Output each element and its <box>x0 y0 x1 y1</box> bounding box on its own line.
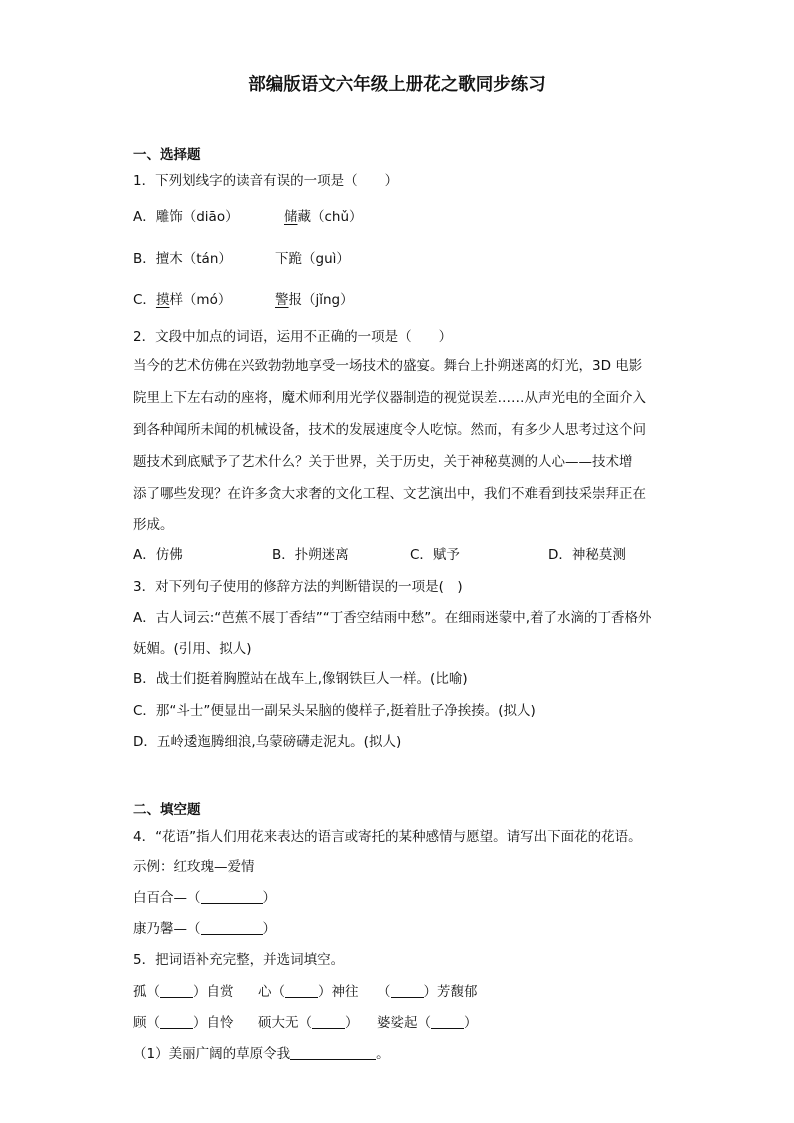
answer-blank[interactable] <box>201 889 263 904</box>
q2-option-c: C．赋予 <box>410 547 460 563</box>
q2-option-a: A．仿佛 <box>133 547 183 563</box>
q5-word-6: 婆娑起（ ） <box>377 1015 478 1031</box>
answer-blank[interactable] <box>431 1014 464 1029</box>
page-title: 部编版语文六年级上册花之歌同步练习 <box>248 75 546 95</box>
q1-option-b-1: B．擅木（tán） <box>133 251 232 267</box>
q1-option-a-1: A．雕饰（diāo） <box>133 209 239 225</box>
q2-passage-line: 院里上下左右动的座将，魔术师利用光学仪器制造的视觉误差……从声光电的全面介入 <box>133 390 646 406</box>
answer-blank[interactable] <box>160 983 193 998</box>
q1-option-c-1: C．摸样（mó） <box>133 292 232 308</box>
q3-option-d: D．五岭逶迤腾细浪,乌蒙磅礴走泥丸。(拟人) <box>133 734 402 750</box>
q3-option-a-cont: 妩媚。(引用、拟人) <box>133 641 252 657</box>
q2-passage-line: 题技术到底赋予了艺术什么？关于世界，关于历史，关于神秘莫测的人心——技术增 <box>133 454 633 470</box>
q4-example: 示例：红玫瑰—爱情 <box>133 859 255 875</box>
question-4-stem: 4．“花语”指人们用花来表达的语言或寄托的某种感情与愿望。请写出下面花的花语。 <box>133 829 642 845</box>
q2-option-b: B．扑朔迷离 <box>272 547 349 563</box>
q3-option-b: B．战士们挺着胸膛站在战车上,像钢铁巨人一样。(比喻) <box>133 671 468 687</box>
q5-word-5: 硕大无（ ） <box>258 1015 359 1031</box>
question-1-stem: 1．下列划线字的读音有误的一项是（ ） <box>133 173 399 189</box>
question-2-stem: 2．文段中加点的词语，运用不正确的一项是（ ） <box>133 329 453 345</box>
section-heading-choice: 一、选择题 <box>133 147 201 163</box>
answer-blank[interactable] <box>290 1045 376 1060</box>
answer-blank[interactable] <box>312 1014 345 1029</box>
q3-option-c: C．那“斗士”便显出一副呆头呆脑的傻样子,挺着肚子净挨揍。(拟人) <box>133 703 536 719</box>
q4-item-lily: 白百合—（ ） <box>133 890 276 906</box>
q5-word-3: （ ）芳馥郁 <box>377 984 478 1000</box>
q2-passage-line: 到各种闻所未闻的机械设备，技术的发展速度令人吃惊。然而，有多少人思考过这个问 <box>133 422 646 438</box>
q5-sentence-1: （1）美丽广阔的草原令我 。 <box>133 1046 390 1062</box>
q5-word-2: 心（ ）神往 <box>258 984 359 1000</box>
q4-item-carnation: 康乃馨—（ ） <box>133 921 276 937</box>
section-heading-fill: 二、填空题 <box>133 802 201 818</box>
q3-option-a: A．古人词云:“芭蕉不展丁香结”“丁香空结雨中愁”。在细雨迷蒙中,着了水滴的丁香格外 <box>133 610 652 626</box>
q1-option-c-2: 警报（jǐng） <box>275 292 354 308</box>
q5-word-1: 孤（ ）自赏 <box>133 984 234 1000</box>
q2-passage-line: 添了哪些发现？在许多贪大求奢的文化工程、文艺演出中，我们不难看到技采崇拜正在 <box>133 486 646 502</box>
answer-blank[interactable] <box>391 983 424 998</box>
question-3-stem: 3．对下列句子使用的修辞方法的判断错误的一项是( ) <box>133 579 463 595</box>
answer-blank[interactable] <box>160 1014 193 1029</box>
q1-option-b-2: 下跪（guì） <box>275 251 350 267</box>
answer-blank[interactable] <box>285 983 318 998</box>
question-5-stem: 5．把词语补充完整，并选词填空。 <box>133 952 345 968</box>
q5-word-4: 顾（ ）自怜 <box>133 1015 234 1031</box>
q1-option-a-2: 储藏（chǔ） <box>284 209 363 225</box>
answer-blank[interactable] <box>201 920 263 935</box>
q2-passage-line: 形成。 <box>133 517 174 533</box>
q2-passage-line: 当今的艺术仿佛在兴致勃勃地享受一场技术的盛宴。舞台上扑朔迷离的灯光，3D 电影 <box>133 358 643 374</box>
q2-option-d: D．神秘莫测 <box>548 547 626 563</box>
